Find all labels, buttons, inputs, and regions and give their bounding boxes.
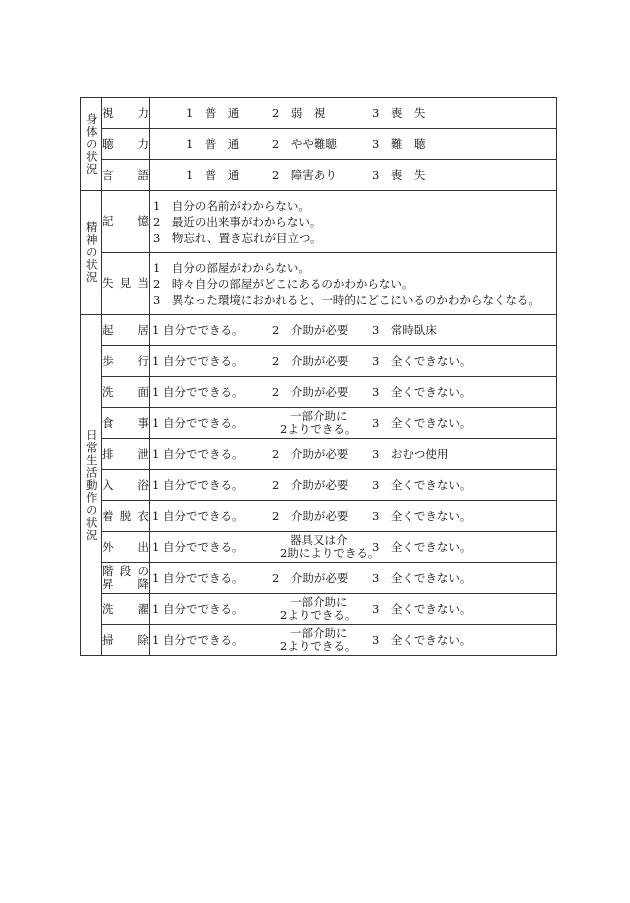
item-char: 排 [102,446,114,461]
option-2: 2 障害あり [272,168,337,182]
options [150,160,557,191]
option-1: 1 自分でできる。 [152,416,244,430]
item-label [102,346,150,377]
item-char: 失 [102,276,114,290]
item-char: 力 [137,136,149,151]
option-2: 2 介助が必要 [272,385,349,399]
options [150,129,557,160]
option-2-line-1: 一部介助に [290,409,348,423]
item-char: 記 [102,214,114,228]
option-2: 2 介助が必要 [272,354,349,368]
daily-row [81,470,557,501]
options [150,377,557,408]
option-1: 1 自分でできる。 [152,633,244,647]
daily-row [81,408,557,439]
options [150,532,557,563]
option-2-line-2: 2よりできる。 [280,639,357,653]
item-char: 着 [102,508,114,523]
daily-row [81,346,557,377]
options [150,346,557,377]
category-physical: 身体の状況 [81,98,102,191]
option-2: 2 介助が必要 [272,571,349,585]
daily-row [81,532,557,563]
item-char: 当 [137,276,149,290]
option-3: 3 喪 失 [372,106,426,120]
physical-row [81,160,557,191]
option-2: 2 弱 視 [272,106,326,120]
option-1: 1 自分でできる。 [152,478,244,492]
category-daily: 日常生活動作の状況 [81,315,102,656]
option-line: 2 時々自分の部屋がどこにあるのかわからない。 [153,276,414,291]
item-char: 入 [102,477,114,492]
item-char: 昇 [102,577,114,591]
option-1: 1 自分でできる。 [152,447,244,461]
option-3: 3 全くできない。 [372,633,472,647]
item-char: 事 [137,415,149,430]
item-char: 憶 [137,214,149,228]
item-label [102,501,150,532]
option-3: 3 全くできない。 [372,416,472,430]
item-char: 段 [119,564,132,578]
option-1: 1 自分でできる。 [152,354,244,368]
item-label [102,315,150,346]
item-char: 聴 [102,136,114,151]
options [150,98,557,129]
item-char: 力 [137,105,149,120]
item-char: 洗 [102,384,114,399]
option-1: 1 自分でできる。 [152,509,244,523]
item-label [102,563,150,594]
daily-row [81,594,557,625]
item-char: 面 [137,384,149,399]
item-label [102,129,150,160]
option-2 [272,596,356,622]
option-2-line-1: 一部介助に [290,626,348,640]
option-2: 2 介助が必要 [272,478,349,492]
option-1: 1 自分でできる。 [152,540,244,554]
daily-row [81,377,557,408]
option-3: 3 常時臥床 [372,323,437,337]
option-2: 2 介助が必要 [272,323,349,337]
option-3: 3 全くできない。 [372,571,472,585]
option-3: 3 喪 失 [372,168,426,182]
physical-row [81,98,557,129]
daily-row [81,439,557,470]
option-3: 3 難 聴 [372,137,426,151]
option-2-line-2: 2よりできる。 [280,608,357,622]
item-char: 掃 [102,632,114,647]
item-label [102,253,150,315]
option-2 [272,627,356,653]
item-char: の [137,564,149,578]
daily-row [81,315,557,346]
options [150,191,557,253]
option-3: 3 おむつ使用 [372,447,449,461]
option-2: 2 介助が必要 [272,447,349,461]
option-3: 3 全くできない。 [372,478,472,492]
item-char: 外 [102,539,114,554]
option-2-line-1: 器具又は介 [290,533,348,547]
item-char: 階 [102,564,114,578]
mental-row [81,253,557,315]
item-label [102,377,150,408]
item-label [102,625,150,656]
options [150,625,557,656]
item-label [102,191,150,253]
item-char: 視 [102,105,114,120]
option-1: 1 自分でできる。 [152,323,244,337]
option-2-line-1: 一部介助に [290,595,348,609]
assessment-table [80,97,557,656]
option-line: 1 自分の部屋がわからない。 [153,260,310,275]
physical-row [81,129,557,160]
option-3: 3 全くできない。 [372,602,472,616]
item-char: 見 [119,276,132,290]
option-2 [272,410,356,436]
item-char: 語 [137,167,149,182]
option-3: 3 全くできない。 [372,385,472,399]
option-3: 3 全くできない。 [372,509,472,523]
options [150,408,557,439]
item-label [102,532,150,563]
options [150,253,557,315]
item-char: 泄 [137,446,149,461]
options [150,594,557,625]
item-label [102,439,150,470]
item-char: 起 [102,322,114,337]
item-char: 脱 [119,508,132,523]
option-line: 1 自分の名前がわからない。 [153,198,310,213]
mental-row [81,191,557,253]
option-3: 3 全くできない。 [372,540,472,554]
item-char: 食 [102,415,114,430]
options [150,315,557,346]
item-char: 歩 [102,353,114,368]
option-2 [272,534,379,560]
option-line: 3 異なった環境におかれると、一時的にどこにいるのかわからなくなる。 [153,292,540,307]
option-1: 1 自分でできる。 [152,571,244,585]
option-3: 3 全くできない。 [372,354,472,368]
daily-row [81,501,557,532]
option-1: 1 自分でできる。 [152,385,244,399]
option-2: 2 介助が必要 [272,509,349,523]
item-label [102,408,150,439]
daily-row [81,563,557,594]
option-line: 3 物忘れ、置き忘れが目立つ。 [153,230,322,245]
options [150,470,557,501]
item-char: 言 [102,167,114,182]
option-line: 2 最近の出来事がわからない。 [153,214,322,229]
category-mental: 精神の状況 [81,191,102,315]
item-label [102,470,150,501]
item-char: 降 [137,577,149,591]
item-char: 出 [137,539,149,554]
item-label [102,160,150,191]
option-2: 2 やや難聴 [272,137,337,151]
option-1: 1 普 通 [186,106,240,120]
item-char: 居 [137,322,149,337]
item-label [102,98,150,129]
item-char: 洗 [102,601,114,616]
item-char: 衣 [137,508,149,523]
options [150,439,557,470]
option-1: 1 自分でできる。 [152,602,244,616]
options [150,501,557,532]
daily-row [81,625,557,656]
options [150,563,557,594]
option-1: 1 普 通 [186,137,240,151]
item-char: 濯 [137,601,149,616]
item-char: 行 [137,353,149,368]
option-2-line-2: 2よりできる。 [280,422,357,436]
option-1: 1 普 通 [186,168,240,182]
item-char: 除 [137,632,149,647]
item-label [102,594,150,625]
option-2-line-2: 2助によりできる。 [280,546,380,560]
item-char: 浴 [137,477,149,492]
